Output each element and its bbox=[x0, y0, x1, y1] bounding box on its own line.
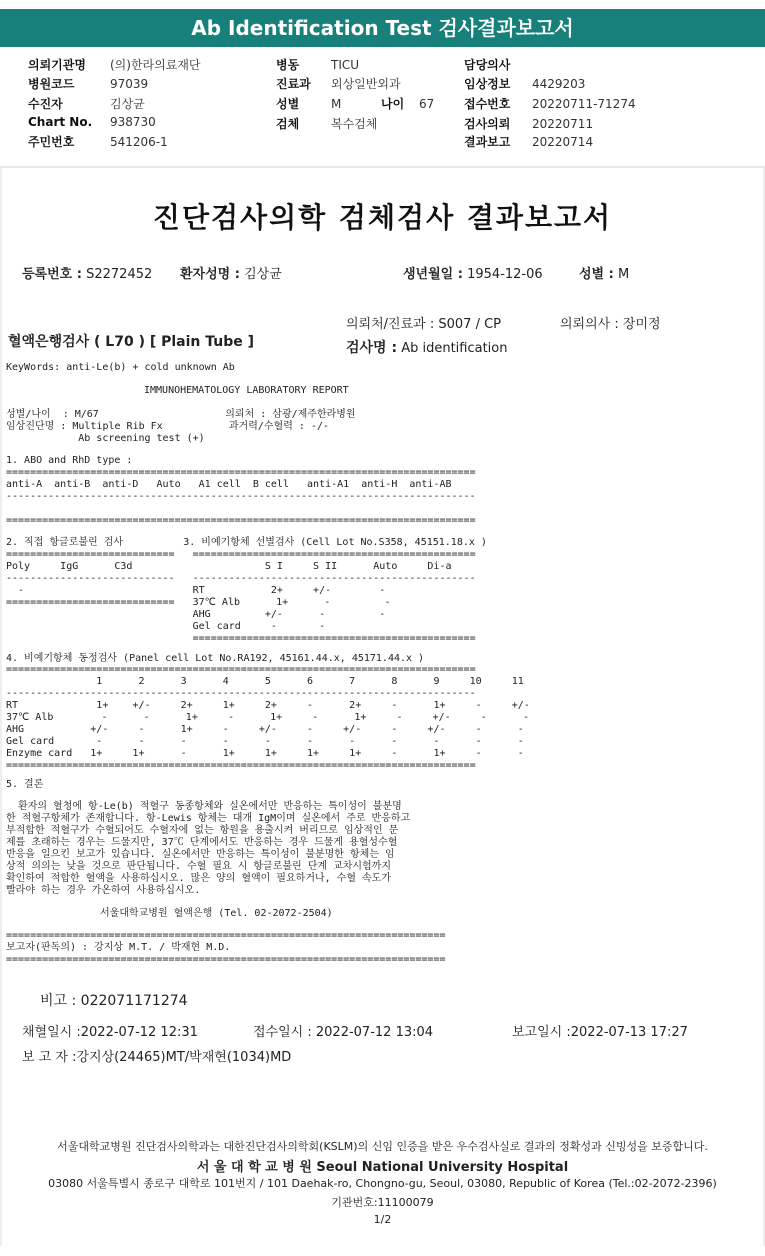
header-field: 병원코드 97039 bbox=[28, 77, 149, 91]
header-field: 검체 복수검체 bbox=[276, 117, 378, 131]
blood-bank-contact: 서울대학교병원 혈액은행 (Tel. 02-2072-2504) bbox=[100, 908, 333, 919]
test-name: 검사명 : Ab identification bbox=[346, 340, 508, 356]
header-field: 성별 M 나이 67 bbox=[276, 97, 435, 111]
header-field: 임상정보 4429203 bbox=[464, 77, 586, 91]
patient-name: 환자성명 : 김상균 bbox=[180, 267, 282, 282]
dat-screening-tables: 2. 직접 항글로불린 검사 3. 비예기항체 선별검사 (Cell Lot No.S358, 45151.18.x ) ============================ =============================================== Poly IgG C3d S I S II Auto Di-a ---------------------------- ----------------------------------------------- - RT 2+ +/- - ============================ 37℃ Alb 1+ - - AHG +/- - - Gel card - - =============================================== bbox=[6, 537, 487, 644]
collection-datetime: 채혈일시 :2022-07-12 12:31 bbox=[22, 1025, 198, 1040]
report-banner-title: Ab Identification Test 검사결과보고서 bbox=[0, 9, 765, 47]
header-field: 의뢰기관명 (의)한라의료재단 bbox=[28, 58, 201, 72]
lab-report-title: IMMUNOHEMATOLOGY LABORATORY REPORT bbox=[144, 385, 349, 396]
report-title: 진단검사의학 검체검사 결과보고서 bbox=[152, 201, 613, 234]
abo-rhd-table: ============================================================================== anti-A anti-B anti-D Auto A1 cell B cell anti-A1 anti-H anti-AB ------------------------------------------------------------------------------ ============================================================================== bbox=[6, 467, 476, 526]
header-field: Chart No. 938730 bbox=[28, 115, 156, 129]
requesting-dept: 의뢰처/진료과 : S007 / CP bbox=[346, 317, 502, 332]
requesting-doctor: 의뢰의사 : 장미정 bbox=[560, 317, 661, 332]
header-field: 진료과 외상일반외과 bbox=[276, 77, 401, 91]
date-of-birth: 생년월일 : 1954-12-06 bbox=[403, 267, 543, 282]
receipt-datetime: 접수일시 : 2022-07-12 13:04 bbox=[253, 1025, 434, 1040]
header-field: 담당의사 bbox=[464, 58, 511, 72]
divider bbox=[0, 166, 765, 168]
registration-number: 등록번호 : S2272452 bbox=[22, 267, 153, 282]
header-field: 검사의뢰 20220711 bbox=[464, 117, 594, 131]
header-field: 병동 TICU bbox=[276, 58, 360, 72]
panel-section-title: 4. 비예기항체 동정검사 (Panel cell Lot No.RA192, 45161.44.x, 45171.44.x ) bbox=[6, 653, 425, 664]
panel-identification-table: ============================================================================== 1 2 3 4 5 6 7 8 9 10 11 ------------------------------------------------------------------------------ RT 1+ +/- 2+ 1+ 2+ - 2+ - 1+ - +/- 37℃ Alb - - 1+ - 1+ - 1+ - +/- - - AHG +/- - 1+ - +/- - +/- - +/- - - Gel card - - - - - - - - - - - Enzyme card 1+ 1+ - 1+ 1+ 1+ 1+ - 1+ - - ============================================================================== bbox=[6, 664, 530, 771]
header-field: 접수번호 20220711-71274 bbox=[464, 97, 636, 111]
remark: 비고 : 022071171274 bbox=[40, 993, 188, 1009]
reporter: 보 고 자 :강지상(24465)MT/박재현(1034)MD bbox=[22, 1050, 292, 1065]
header-field: 주민번호 541206-1 bbox=[28, 135, 168, 149]
report-datetime: 보고일시 :2022-07-13 17:27 bbox=[512, 1025, 688, 1040]
conclusion-title: 5. 결론 bbox=[6, 779, 44, 790]
page-border bbox=[0, 168, 2, 1246]
institution-number: 기관번호:11100079 bbox=[331, 1196, 434, 1209]
interpreter-block: ========================================================================= 보고자(판독의) : 강지상 M.T. / 박재현 M.D. ========================================================================= bbox=[6, 930, 446, 965]
test-group: 혈액은행검사 ( L70 ) [ Plain Tube ] bbox=[8, 334, 255, 350]
patient-clinical-info: 성별/나이 : M/67 의뢰처 : 삼광/제주한라병원 임상진단명 : Multiple Rib Fx 과거력/수혈력 : -/- Ab screening test (+) bbox=[6, 409, 356, 444]
header-field: 수진자 김상균 bbox=[28, 97, 145, 111]
certification-text: 서울대학교병원 진단검사의학과는 대한진단검사의학회(KSLM)의 신임 인증을 받은 우수검사실로 결과의 정확성과 신빙성을 보증합니다. bbox=[57, 1140, 708, 1153]
patient-sex: 성별 : M bbox=[579, 267, 630, 282]
abo-section-title: 1. ABO and RhD type : bbox=[6, 455, 133, 466]
page-number: 1/2 bbox=[373, 1213, 392, 1226]
conclusion-text: 환자의 혈청에 항-Le(b) 적혈구 동종항체와 실온에서만 반응하는 특이성이 불분명 한 적혈구항체가 존재합니다. 항-Lewis 항체는 대개 IgM이며 실온에서 주로 반응하고 부적합한 적혈구가 수혈되어도 수혈자에 없는 항원을 용출시켜 버리므로 임상적인 문 제를 초래하는 경우는 드물지만, 37℃ 단계에서도 반응하는 경우 드물게 용혈성수혈 반응을 일으킨 보고가 있습니다. 실온에서만 반응하는 특이성이 불분명한 항체는 임 상적 의의는 낮을 것으로 판단됩니다. 수혈 필요 시 항글로불린 단계 교차시험까지 확인하여 적합한 혈액을 사용하십시오. 많은 양의 혈액이 필요하거나, 수혈 속도가 빨라야 하는 경우 가온하여 사용하십시오. bbox=[6, 801, 411, 896]
hospital-name: 서 울 대 학 교 병 원 Seoul National University Hospital bbox=[196, 1160, 569, 1175]
header-field: 결과보고 20220714 bbox=[464, 135, 594, 149]
hospital-address: 03080 서울특별시 종로구 대학로 101번지 / 101 Daehak-ro, Chongno-gu, Seoul, 03080, Republic of Korea (Tel.:02-2072-2396) bbox=[48, 1177, 717, 1190]
keywords: KeyWords: anti-Le(b) + cold unknown Ab bbox=[6, 362, 235, 373]
